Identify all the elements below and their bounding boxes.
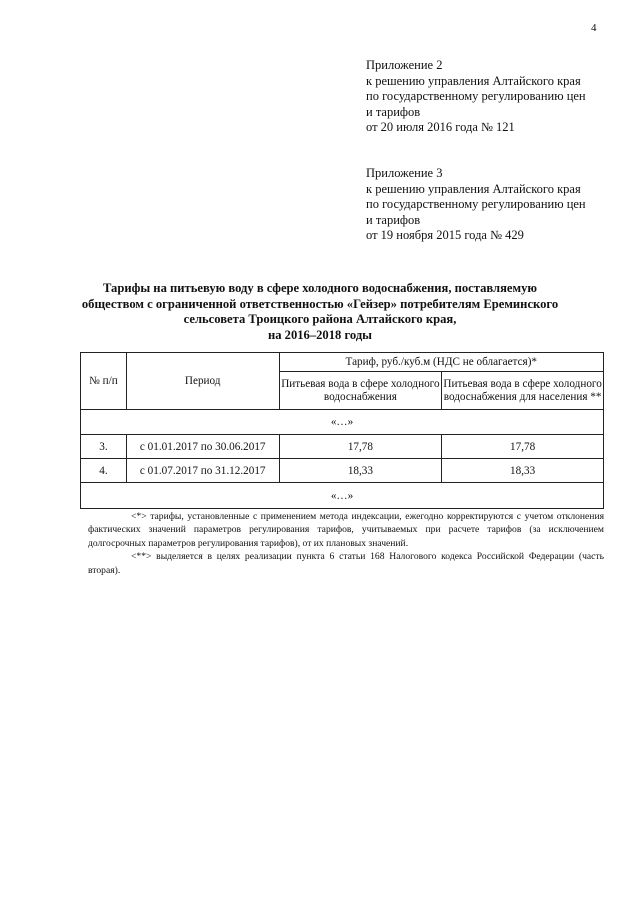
appendix-2-line: от 20 июля 2016 года № 121 [366, 120, 515, 135]
appendix-2-line: по государственному регулированию цен [366, 89, 586, 104]
appendix-2-line: к решению управления Алтайского края [366, 73, 581, 88]
row-population-tariff: 18,33 [442, 459, 604, 483]
appendix-3-line: к решению управления Алтайского края [366, 181, 581, 196]
tariff-table [80, 352, 604, 509]
title-line: сельсовета Троицкого района Алтайского края, [183, 312, 457, 326]
appendix-3-line: Приложение 3 [366, 166, 443, 180]
footnotes [88, 510, 604, 577]
row-period: с 01.01.2017 по 30.06.2017 [126, 435, 279, 459]
header-water: Питьевая вода в сфере холодного водоснабжения [279, 372, 442, 410]
header-population: Питьевая вода в сфере холодного водоснабжения для населения ** [442, 372, 604, 410]
header-period: Период [126, 353, 279, 410]
title-line: обществом с ограниченной ответственностью «Гейзер» потребителям Ереминского [81, 296, 559, 311]
row-num: 3. [81, 435, 127, 459]
row-period: с 01.07.2017 по 31.12.2017 [126, 459, 279, 483]
ellipsis-row-bottom: «…» [81, 483, 604, 509]
row-population-tariff: 17,78 [442, 435, 604, 459]
header-num: № п/п [81, 353, 127, 410]
page-number: 4 [591, 22, 597, 34]
appendix-3-block [366, 166, 586, 244]
ellipsis-row-top: «…» [81, 410, 604, 435]
header-tariff: Тариф, руб./куб.м (НДС не облагается)* [279, 353, 603, 372]
title-line: на 2016–2018 годы [267, 327, 373, 342]
table-row [81, 459, 604, 483]
footnote-2: <**> выделяется в целях реализации пункта 6 статьи 168 Налогового кодекса Российской Федерации (часть вторая). [88, 551, 604, 576]
appendix-2-block [366, 58, 586, 136]
appendix-3-line: по государственному регулированию цен [366, 197, 586, 212]
row-water-tariff: 17,78 [279, 435, 442, 459]
row-water-tariff: 18,33 [279, 459, 442, 483]
appendix-3-line: от 19 ноября 2015 года № 429 [366, 228, 524, 243]
table-row [81, 435, 604, 459]
appendix-2-line: и тарифов [366, 104, 421, 119]
row-num: 4. [81, 459, 127, 483]
title-line: Тарифы на питьевую воду в сфере холодного водоснабжения, поставляемую [102, 281, 538, 295]
footnote-1: <*> тарифы, установленные с применением метода индексации, ежегодно корректируются с учетом отклонения фактических значений параметров регулирования тарифов, учитываемых при расчете тарифов (за исключением долгосрочных параметров регулирования тарифов), от их плановых значений. [88, 511, 604, 549]
document-title [60, 281, 580, 343]
appendix-3-line: и тарифов [366, 212, 421, 227]
appendix-2-line: Приложение 2 [366, 58, 443, 72]
